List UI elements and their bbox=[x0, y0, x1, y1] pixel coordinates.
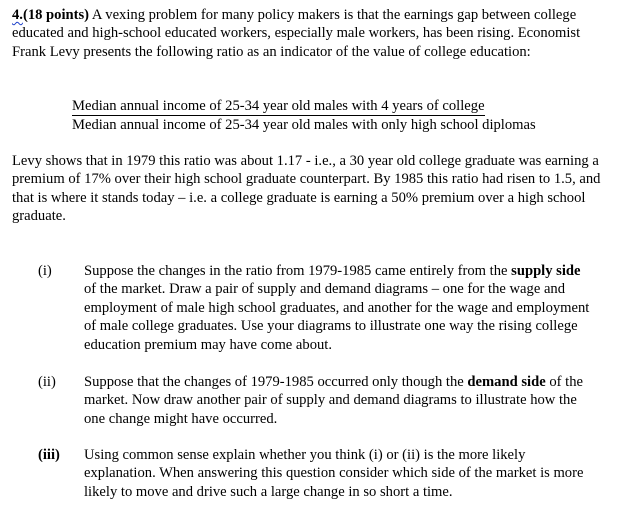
levy-paragraph: Levy shows that in 1979 this ratio was about 1.17 - i.e., a 30 year old college graduate was earning a premium of 17% over their high school graduate counterpart. By 1985 this ratio had risen to 1.5, and that is where it stands today – i.e. a college graduate is earning a 50% premium over a high school graduate. bbox=[12, 153, 601, 225]
part-iii-label: (iii) bbox=[38, 447, 60, 463]
part-i-text: Suppose the changes in the ratio from 1979-1985 came entirely from the supply side of the market. Draw a pair of supply and demand diagrams – one for the wage and employment of male high school graduates, and another for the wage and employment of male college graduates. Use your diagrams to illustrate one way the rising college education premium may have come about. bbox=[84, 263, 590, 353]
part-iii-text: Using common sense explain whether you think (i) or (ii) is the more likely explanation. When answering this question consider which side of the market is more likely to move and drive such a large change in so short a time. bbox=[84, 447, 584, 500]
part-i-label: (i) bbox=[38, 263, 52, 279]
question-intro-text: A vexing problem for many policy makers is that the earnings gap between college educated and high-school educated workers, especially male workers, has been rising. Economist Frank Levy presents the following ratio as an indicator of the value of college education: bbox=[12, 7, 581, 60]
part-i-bold: supply side bbox=[511, 263, 581, 279]
part-ii-bold: demand side bbox=[467, 374, 546, 390]
question-points: (18 points) bbox=[22, 7, 90, 23]
question-intro bbox=[12, 6, 616, 61]
ratio-numerator: Median annual income of 25-34 year old males with 4 years of college bbox=[72, 98, 485, 114]
part-ii-text: Suppose that the changes of 1979-1985 occurred only though the demand side of the market. Now draw another pair of supply and demand diagrams to illustrate how the one change might have occurred. bbox=[84, 374, 583, 427]
question-number: 4. bbox=[12, 7, 23, 23]
part-ii-label: (ii) bbox=[38, 374, 56, 390]
ratio-denominator: Median annual income of 25-34 year old males with only high school diplomas bbox=[72, 117, 536, 133]
ratio-numerator-line bbox=[72, 97, 602, 116]
ratio-denominator-line bbox=[72, 116, 602, 134]
